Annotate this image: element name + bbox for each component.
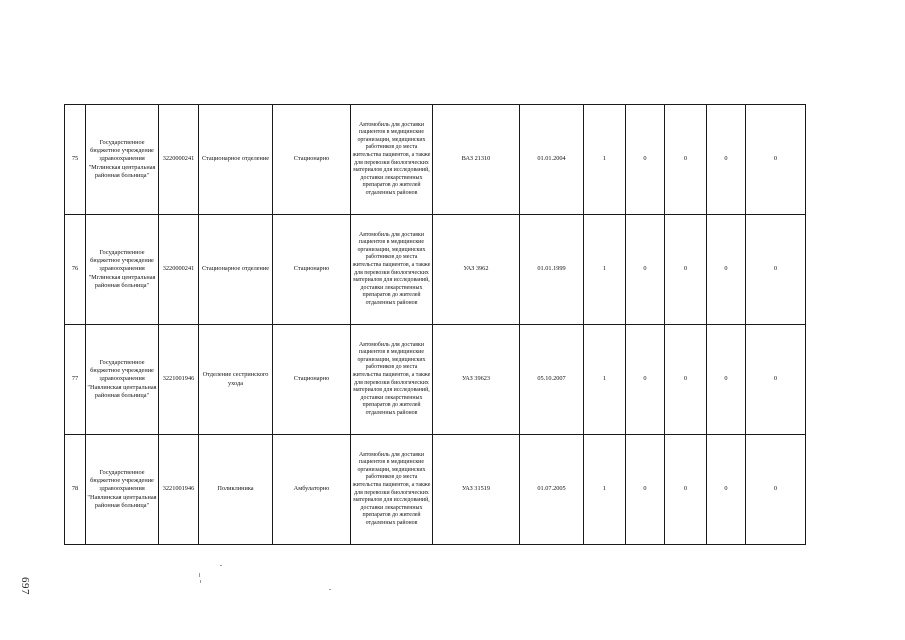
care-type: Стационарно <box>273 105 351 215</box>
count-cell: 0 <box>707 215 746 325</box>
table-row <box>65 105 806 215</box>
count-cell: 0 <box>707 105 746 215</box>
inn-code: 3221001946 <box>159 435 199 545</box>
vehicle-model: УАЗ 39623 <box>433 325 520 435</box>
inn-code: 3221001946 <box>159 325 199 435</box>
department-name: Поликлиника <box>199 435 273 545</box>
count-cell: 0 <box>665 325 707 435</box>
inn-code: 3220000241 <box>159 105 199 215</box>
count-cell: 1 <box>584 325 626 435</box>
count-cell: 0 <box>626 105 665 215</box>
vehicle-purpose: Автомобиль для доставки пациентов в медицинские организации, медицинских работников до места жительства пациентов, а также для перевозки биологических материалов для исследований, доставки лекарственных препаратов до жителей отдаленных районов <box>351 435 433 545</box>
table-row <box>65 435 806 545</box>
acquisition-date: 01.01.1999 <box>520 215 584 325</box>
department-name: Стационарное отделение <box>199 105 273 215</box>
scan-artifact <box>200 580 201 583</box>
row-number: 77 <box>65 325 86 435</box>
organization-name: Государственное бюджетное учреждение здравоохранения "Мглинская центральная районная больница" <box>86 215 159 325</box>
count-cell: 0 <box>665 105 707 215</box>
vehicle-purpose: Автомобиль для доставки пациентов в медицинские организации, медицинских работников до места жительства пациентов, а также для перевозки биологических материалов для исследований, доставки лекарственных препаратов до жителей отдаленных районов <box>351 215 433 325</box>
vehicle-registry-table <box>64 104 806 545</box>
acquisition-date: 01.01.2004 <box>520 105 584 215</box>
count-cell: 0 <box>665 435 707 545</box>
care-type: Стационарно <box>273 215 351 325</box>
department-name: Отделение сестринского ухода <box>199 325 273 435</box>
count-cell: 0 <box>707 325 746 435</box>
count-cell: 0 <box>746 215 806 325</box>
acquisition-date: 05.10.2007 <box>520 325 584 435</box>
row-number: 78 <box>65 435 86 545</box>
count-cell: 1 <box>584 435 626 545</box>
table-row <box>65 215 806 325</box>
inn-code: 3220000241 <box>159 215 199 325</box>
count-cell: 0 <box>707 435 746 545</box>
vehicle-purpose: Автомобиль для доставки пациентов в медицинские организации, медицинских работников до места жительства пациентов, а также для перевозки биологических материалов для исследований, доставки лекарственных препаратов до жителей отдаленных районов <box>351 325 433 435</box>
row-number: 75 <box>65 105 86 215</box>
count-cell: 0 <box>746 105 806 215</box>
count-cell: 1 <box>584 215 626 325</box>
count-cell: 0 <box>746 325 806 435</box>
table-row <box>65 325 806 435</box>
vehicle-model: УАЗ 3962 <box>433 215 520 325</box>
department-name: Стационарное отделение <box>199 215 273 325</box>
organization-name: Государственное бюджетное учреждение здравоохранения "Навлинская центральная районная больница" <box>86 325 159 435</box>
page-number: 697 <box>19 577 31 595</box>
vehicle-model: ВАЗ 21310 <box>433 105 520 215</box>
care-type: Амбулаторно <box>273 435 351 545</box>
scan-artifact <box>199 573 200 577</box>
vehicle-purpose: Автомобиль для доставки пациентов в медицинские организации, медицинских работников до места жительства пациентов, а также для перевозки биологических материалов для исследований, доставки лекарственных препаратов до жителей отдаленных районов <box>351 105 433 215</box>
organization-name: Государственное бюджетное учреждение здравоохранения "Навлинская центральная районная больница" <box>86 435 159 545</box>
count-cell: 0 <box>626 325 665 435</box>
organization-name: Государственное бюджетное учреждение здравоохранения "Мглинская центральная районная больница" <box>86 105 159 215</box>
count-cell: 0 <box>665 215 707 325</box>
acquisition-date: 01.07.2005 <box>520 435 584 545</box>
count-cell: 0 <box>746 435 806 545</box>
count-cell: 0 <box>626 215 665 325</box>
vehicle-model: УАЗ 31519 <box>433 435 520 545</box>
row-number: 76 <box>65 215 86 325</box>
care-type: Стационарно <box>273 325 351 435</box>
scan-artifact <box>220 565 222 566</box>
count-cell: 0 <box>626 435 665 545</box>
count-cell: 1 <box>584 105 626 215</box>
scan-artifact <box>329 589 331 590</box>
registry-body <box>65 105 806 545</box>
